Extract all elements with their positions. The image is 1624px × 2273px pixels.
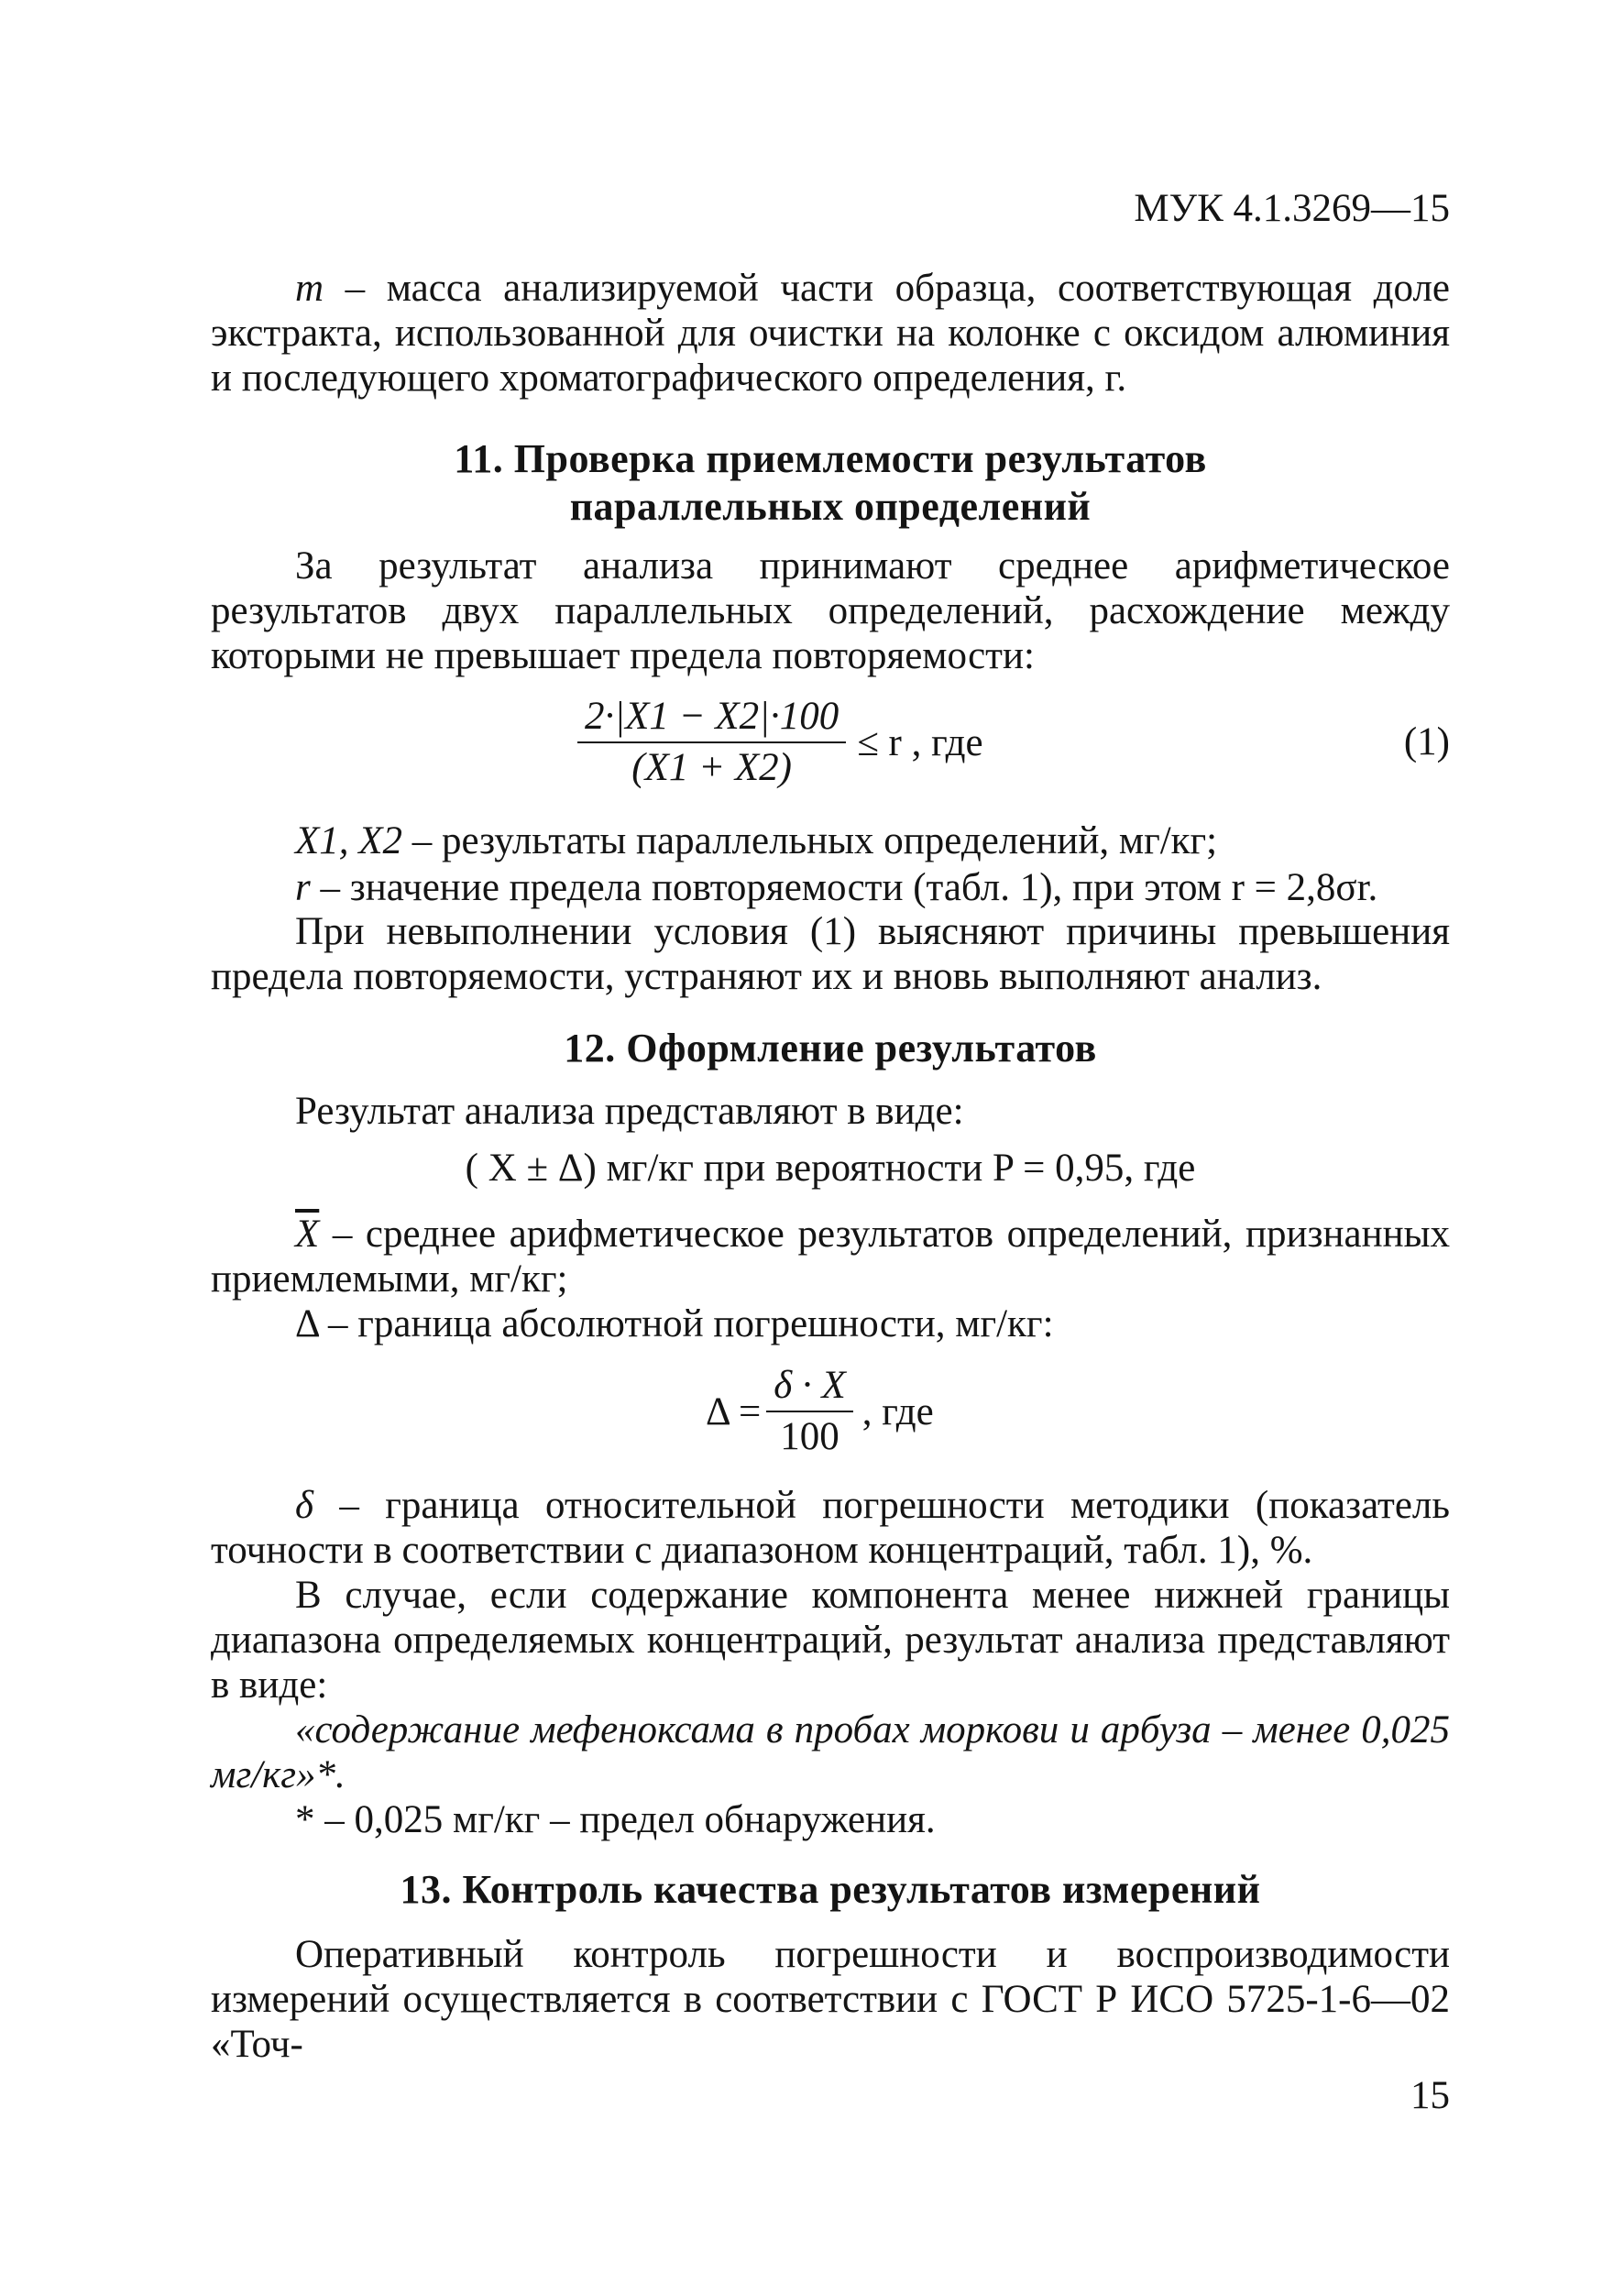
document-code: МУК 4.1.3269—15: [1134, 187, 1450, 230]
delta-fraction: [766, 1363, 853, 1460]
formula-1-rhs: ≤ r , где: [857, 720, 983, 764]
equation-number: (1): [1403, 720, 1450, 763]
section-13-paragraph: Оперативный контроль погрешности и воспроизводимости измерений осуществляется в соответствии с ГОСТ Р ИСО 5725-1-6—02 «Точ-: [211, 1933, 1450, 2066]
xbar-definition-text: – среднее арифметическое результатов определений, признанных приемлемыми, мг/кг;: [211, 1213, 1450, 1301]
result-form: ( X ± Δ) мг/кг при вероятности P = 0,95, где: [465, 1147, 1196, 1190]
delta-small-symbol: δ: [295, 1484, 313, 1527]
section-11-paragraph: За результат анализа принимают среднее арифметическое результатов двух параллельных определений, расхождение между которыми не превышает предела повторяемости:: [211, 544, 1450, 677]
delta-numerator: δ · X: [766, 1363, 853, 1412]
x-definition-text: – результаты параллельных определений, мг/кг;: [402, 819, 1218, 862]
relative-error-text: – граница относительной погрешности методики (показатель точности в соответствии с диапазоном концентраций, табл. 1), %.: [211, 1484, 1450, 1572]
formula-1-numerator: 2·|X1 − X2|·100: [577, 694, 846, 743]
section-12-intro: Результат анализа представляют в виде:: [295, 1090, 964, 1133]
delta-definition: Δ – граница абсолютной погрешности, мг/кг:: [295, 1302, 1054, 1345]
section-12-title: 12. Оформление результатов: [564, 1026, 1097, 1071]
xbar-definition: [211, 1212, 1450, 1301]
m-definition: [211, 266, 1450, 401]
x-definition: [211, 818, 1450, 863]
section-11-title-line1: 11. Проверка приемлемости результатов: [454, 436, 1207, 481]
formula-1-denominator: (X1 + X2): [631, 746, 792, 789]
r-symbol: r: [295, 866, 311, 909]
m-definition-text: – масса анализируемой части образца, соответствующая доле экстракта, использованной для очистки на колонке с оксидом алюминия и последующего хроматографического определения, г.: [211, 267, 1450, 400]
footnote: * – 0,025 мг/кг – предел обнаружения.: [295, 1798, 936, 1841]
low-content-paragraph: В случае, если содержание компонента менее нижней границы диапазона определяемых концентраций, результат анализа представляют в виде:: [211, 1574, 1450, 1707]
delta-denominator: 100: [780, 1415, 839, 1458]
section-11-paragraph-2: При невыполнении условия (1) выясняют причины превышения предела повторяемости, устраняют их и вновь выполняют анализ.: [211, 910, 1450, 998]
formula-1: [211, 687, 1450, 797]
m-symbol: m: [295, 267, 324, 310]
page-number: 15: [1410, 2074, 1450, 2117]
r-definition: [211, 865, 1450, 910]
xbar-symbol: $\overline{X}$: [295, 1213, 320, 1256]
delta-lhs: Δ =: [706, 1389, 762, 1433]
formula-delta: [211, 1361, 1450, 1462]
section-13-title: 13. Контроль качества результатов измерений: [400, 1867, 1261, 1912]
relative-error-definition: [211, 1483, 1450, 1573]
delta-rhs: , где: [861, 1389, 934, 1433]
result-quote: «содержание мефеноксама в пробах моркови и арбуза – менее 0,025 мг/кг»*.: [211, 1708, 1450, 1796]
formula-1-fraction: [577, 694, 846, 791]
section-11-heading: [211, 435, 1450, 531]
section-11-title-line2: параллельных определений: [569, 484, 1092, 529]
x-symbols: X1, X2: [295, 819, 403, 862]
r-definition-text: – значение предела повторяемости (табл. 1), при этом r = 2,8σr.: [310, 866, 1378, 909]
